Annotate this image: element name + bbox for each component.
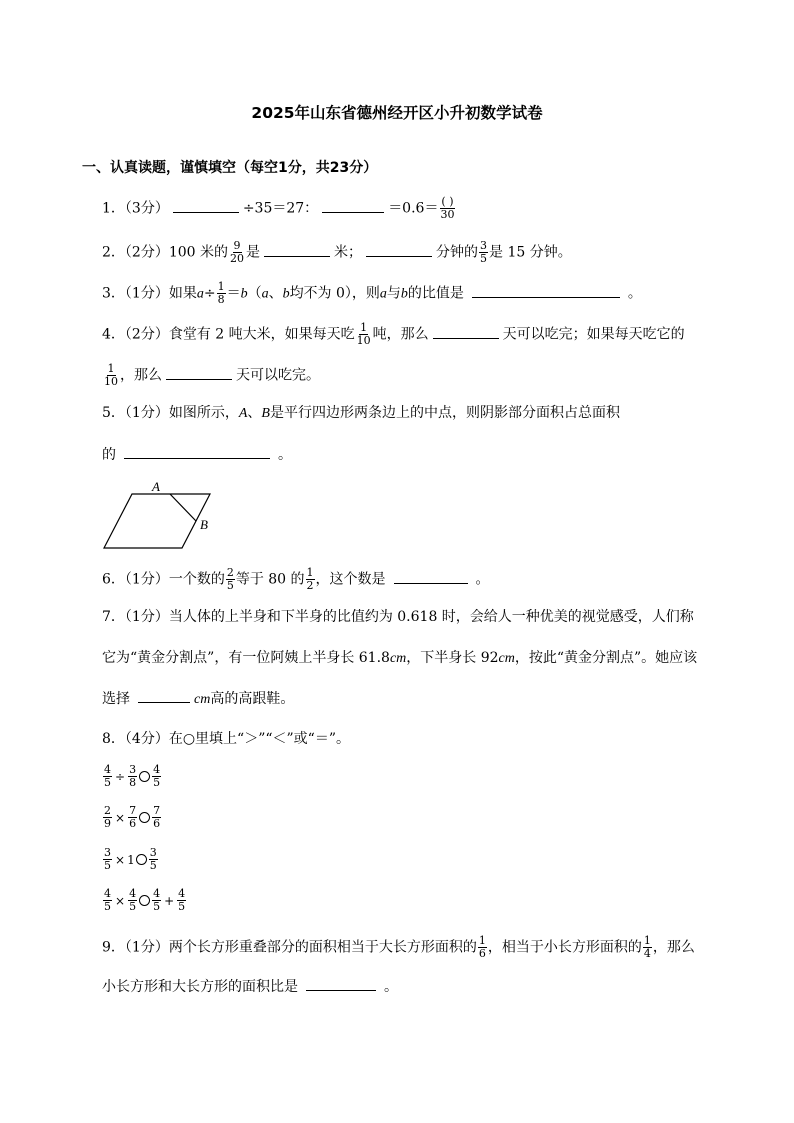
- answer-blank[interactable]: [322, 198, 384, 213]
- question-text: 如图所示，: [168, 405, 239, 421]
- label-a: A: [152, 479, 160, 494]
- question-7-cont2: [102, 688, 294, 710]
- variable: a: [261, 286, 269, 302]
- question-number: 1．（3分）: [102, 200, 169, 217]
- fraction: $\frac{1}{10}$: [104, 362, 118, 388]
- variable: b: [400, 286, 408, 302]
- question-text: 。: [475, 571, 490, 588]
- question-5-cont: [102, 444, 292, 465]
- exam-title: 2025年山东省德州经开区小升初数学试卷: [251, 104, 543, 122]
- compare-circle[interactable]: [139, 812, 150, 823]
- question-text: ＝0.6＝: [388, 200, 439, 217]
- question-9: [102, 935, 695, 960]
- question-6: [102, 567, 490, 592]
- question-text: ，按此“黄金分割点”。她应该: [514, 650, 698, 666]
- question-text: 天可以吃完；如果每天吃它的: [502, 326, 685, 343]
- compare-circle[interactable]: [139, 771, 150, 782]
- answer-blank[interactable]: [264, 242, 330, 257]
- question-text: 食堂有 2 吨大米，如果每天吃: [168, 326, 355, 343]
- question-text: 均不为 0），则: [289, 285, 380, 302]
- question-7-cont: [102, 648, 697, 669]
- question-number: 8．（4分）: [102, 731, 169, 747]
- label-b: B: [200, 517, 208, 532]
- question-text: 。: [278, 447, 292, 463]
- answer-blank[interactable]: [124, 444, 270, 459]
- compare-row-3: $\frac{3}{5}$ × 1 $\frac{3}{5}$: [104, 846, 157, 872]
- unit: cm: [194, 692, 211, 707]
- variable: b: [282, 286, 290, 302]
- variable: A: [238, 406, 248, 421]
- question-text: 。: [627, 285, 642, 302]
- answer-blank[interactable]: [433, 324, 499, 339]
- answer-blank[interactable]: [472, 283, 620, 298]
- question-text: 天可以吃完。: [236, 367, 320, 384]
- question-8: [102, 729, 350, 749]
- question-3: [102, 281, 642, 306]
- question-text: 等于 80 的: [235, 571, 305, 588]
- question-text: 当人体的上半身和下半身的比值约为 0.618 时，会给人一种优美的视觉感受，人们称: [168, 609, 694, 625]
- question-number: 4．（2分）: [102, 326, 169, 343]
- answer-blank[interactable]: [173, 198, 239, 213]
- question-2: [102, 240, 572, 265]
- question-text: ，下半身长 92: [406, 650, 499, 666]
- question-text: 100 米的: [168, 244, 228, 261]
- question-text: 、: [268, 285, 283, 302]
- answer-blank[interactable]: [138, 688, 190, 703]
- question-text: ÷: [203, 285, 216, 302]
- question-number: 3．（1分）: [102, 285, 169, 302]
- question-number: 5．（1分）: [102, 405, 169, 421]
- parallelogram-figure: [100, 476, 220, 554]
- variable: a: [379, 286, 387, 302]
- question-text: （: [247, 285, 262, 302]
- question-text: ÷35＝27：: [242, 200, 319, 217]
- question-text: 在○里填上“＞”“＜”或“＝”。: [168, 731, 350, 747]
- question-9-cont: [102, 976, 398, 997]
- question-text: ，相当于小长方形面积的: [487, 939, 642, 956]
- fraction: $\frac{1}{4}$: [643, 934, 651, 960]
- question-text: 吨，那么: [372, 326, 429, 343]
- question-number: 2．（2分）: [102, 244, 169, 261]
- compare-circle[interactable]: [139, 895, 150, 906]
- question-text: 米；: [334, 244, 362, 261]
- question-text: 选择: [102, 691, 130, 707]
- answer-blank[interactable]: [394, 569, 468, 584]
- compare-row-1: $\frac{4}{5}$ ÷ $\frac{3}{8}$ $\frac{4}{5}$: [104, 763, 161, 789]
- fraction: $\frac{1}{6}$: [478, 934, 486, 960]
- question-text: ＝: [226, 285, 241, 302]
- question-text: 、: [247, 405, 262, 421]
- answer-blank[interactable]: [366, 242, 432, 257]
- variable: a: [196, 286, 204, 302]
- question-text: 分钟的: [436, 244, 478, 261]
- question-text: ，这个数是: [315, 571, 386, 588]
- question-text: 两个长方形重叠部分的面积相当于大长方形面积的: [168, 939, 477, 956]
- question-1: [102, 196, 456, 221]
- fraction: $\frac{2}{5}$: [226, 566, 234, 592]
- question-5: [102, 403, 620, 424]
- question-text: 高的高跟鞋。: [210, 691, 295, 707]
- compare-row-2: $\frac{2}{9}$ × $\frac{7}{6}$ $\frac{7}{6}$: [104, 804, 161, 830]
- question-text: 的: [102, 447, 116, 463]
- fraction: $\frac{1}{8}$: [217, 280, 225, 306]
- question-text: 与: [386, 285, 401, 302]
- question-7: [102, 607, 694, 627]
- answer-blank[interactable]: [306, 976, 376, 991]
- question-text: 。: [384, 979, 398, 995]
- fraction: $\frac{1}{2}$: [306, 566, 314, 592]
- question-number: 9．（1分）: [102, 939, 169, 956]
- question-text: 如果: [168, 285, 197, 302]
- unit: cm: [389, 651, 407, 666]
- section-heading: 一、认真读题，谨慎填空（每空1分，共23分）: [82, 160, 378, 176]
- question-text: 是: [246, 244, 260, 261]
- compare-row-4: $\frac{4}{5}$ × $\frac{4}{5}$ $\frac{4}{5}$ + $\frac{4}{5}$: [104, 887, 186, 913]
- variable: B: [261, 406, 270, 421]
- unit: cm: [498, 651, 515, 666]
- question-text: 一个数的: [168, 571, 225, 588]
- question-text: ，那么: [120, 367, 162, 384]
- question-4-cont: [102, 363, 320, 388]
- question-4: [102, 322, 685, 347]
- question-text: 是平行四边形两条边上的中点，则阴影部分面积占总面积: [269, 405, 620, 421]
- question-text: 的比值是: [407, 285, 464, 302]
- fraction: $\frac{( )}{30}$: [440, 195, 455, 221]
- fraction: $\frac{1}{10}$: [356, 321, 371, 347]
- compare-circle[interactable]: [136, 854, 147, 865]
- question-number: 6．（1分）: [102, 571, 169, 588]
- question-number: 7．（1分）: [102, 609, 169, 625]
- question-text: ，那么: [652, 939, 695, 956]
- fraction: $\frac{3}{5}$: [480, 239, 487, 265]
- variable: b: [240, 286, 248, 302]
- question-text: 它为“黄金分割点”，有一位阿姨上半身长 61.8: [102, 650, 390, 666]
- answer-blank[interactable]: [166, 365, 232, 380]
- fraction: $\frac{9}{20}$: [230, 239, 244, 265]
- question-text: 是 15 分钟。: [489, 244, 572, 261]
- question-text: 小长方形和大长方形的面积比是: [102, 979, 298, 995]
